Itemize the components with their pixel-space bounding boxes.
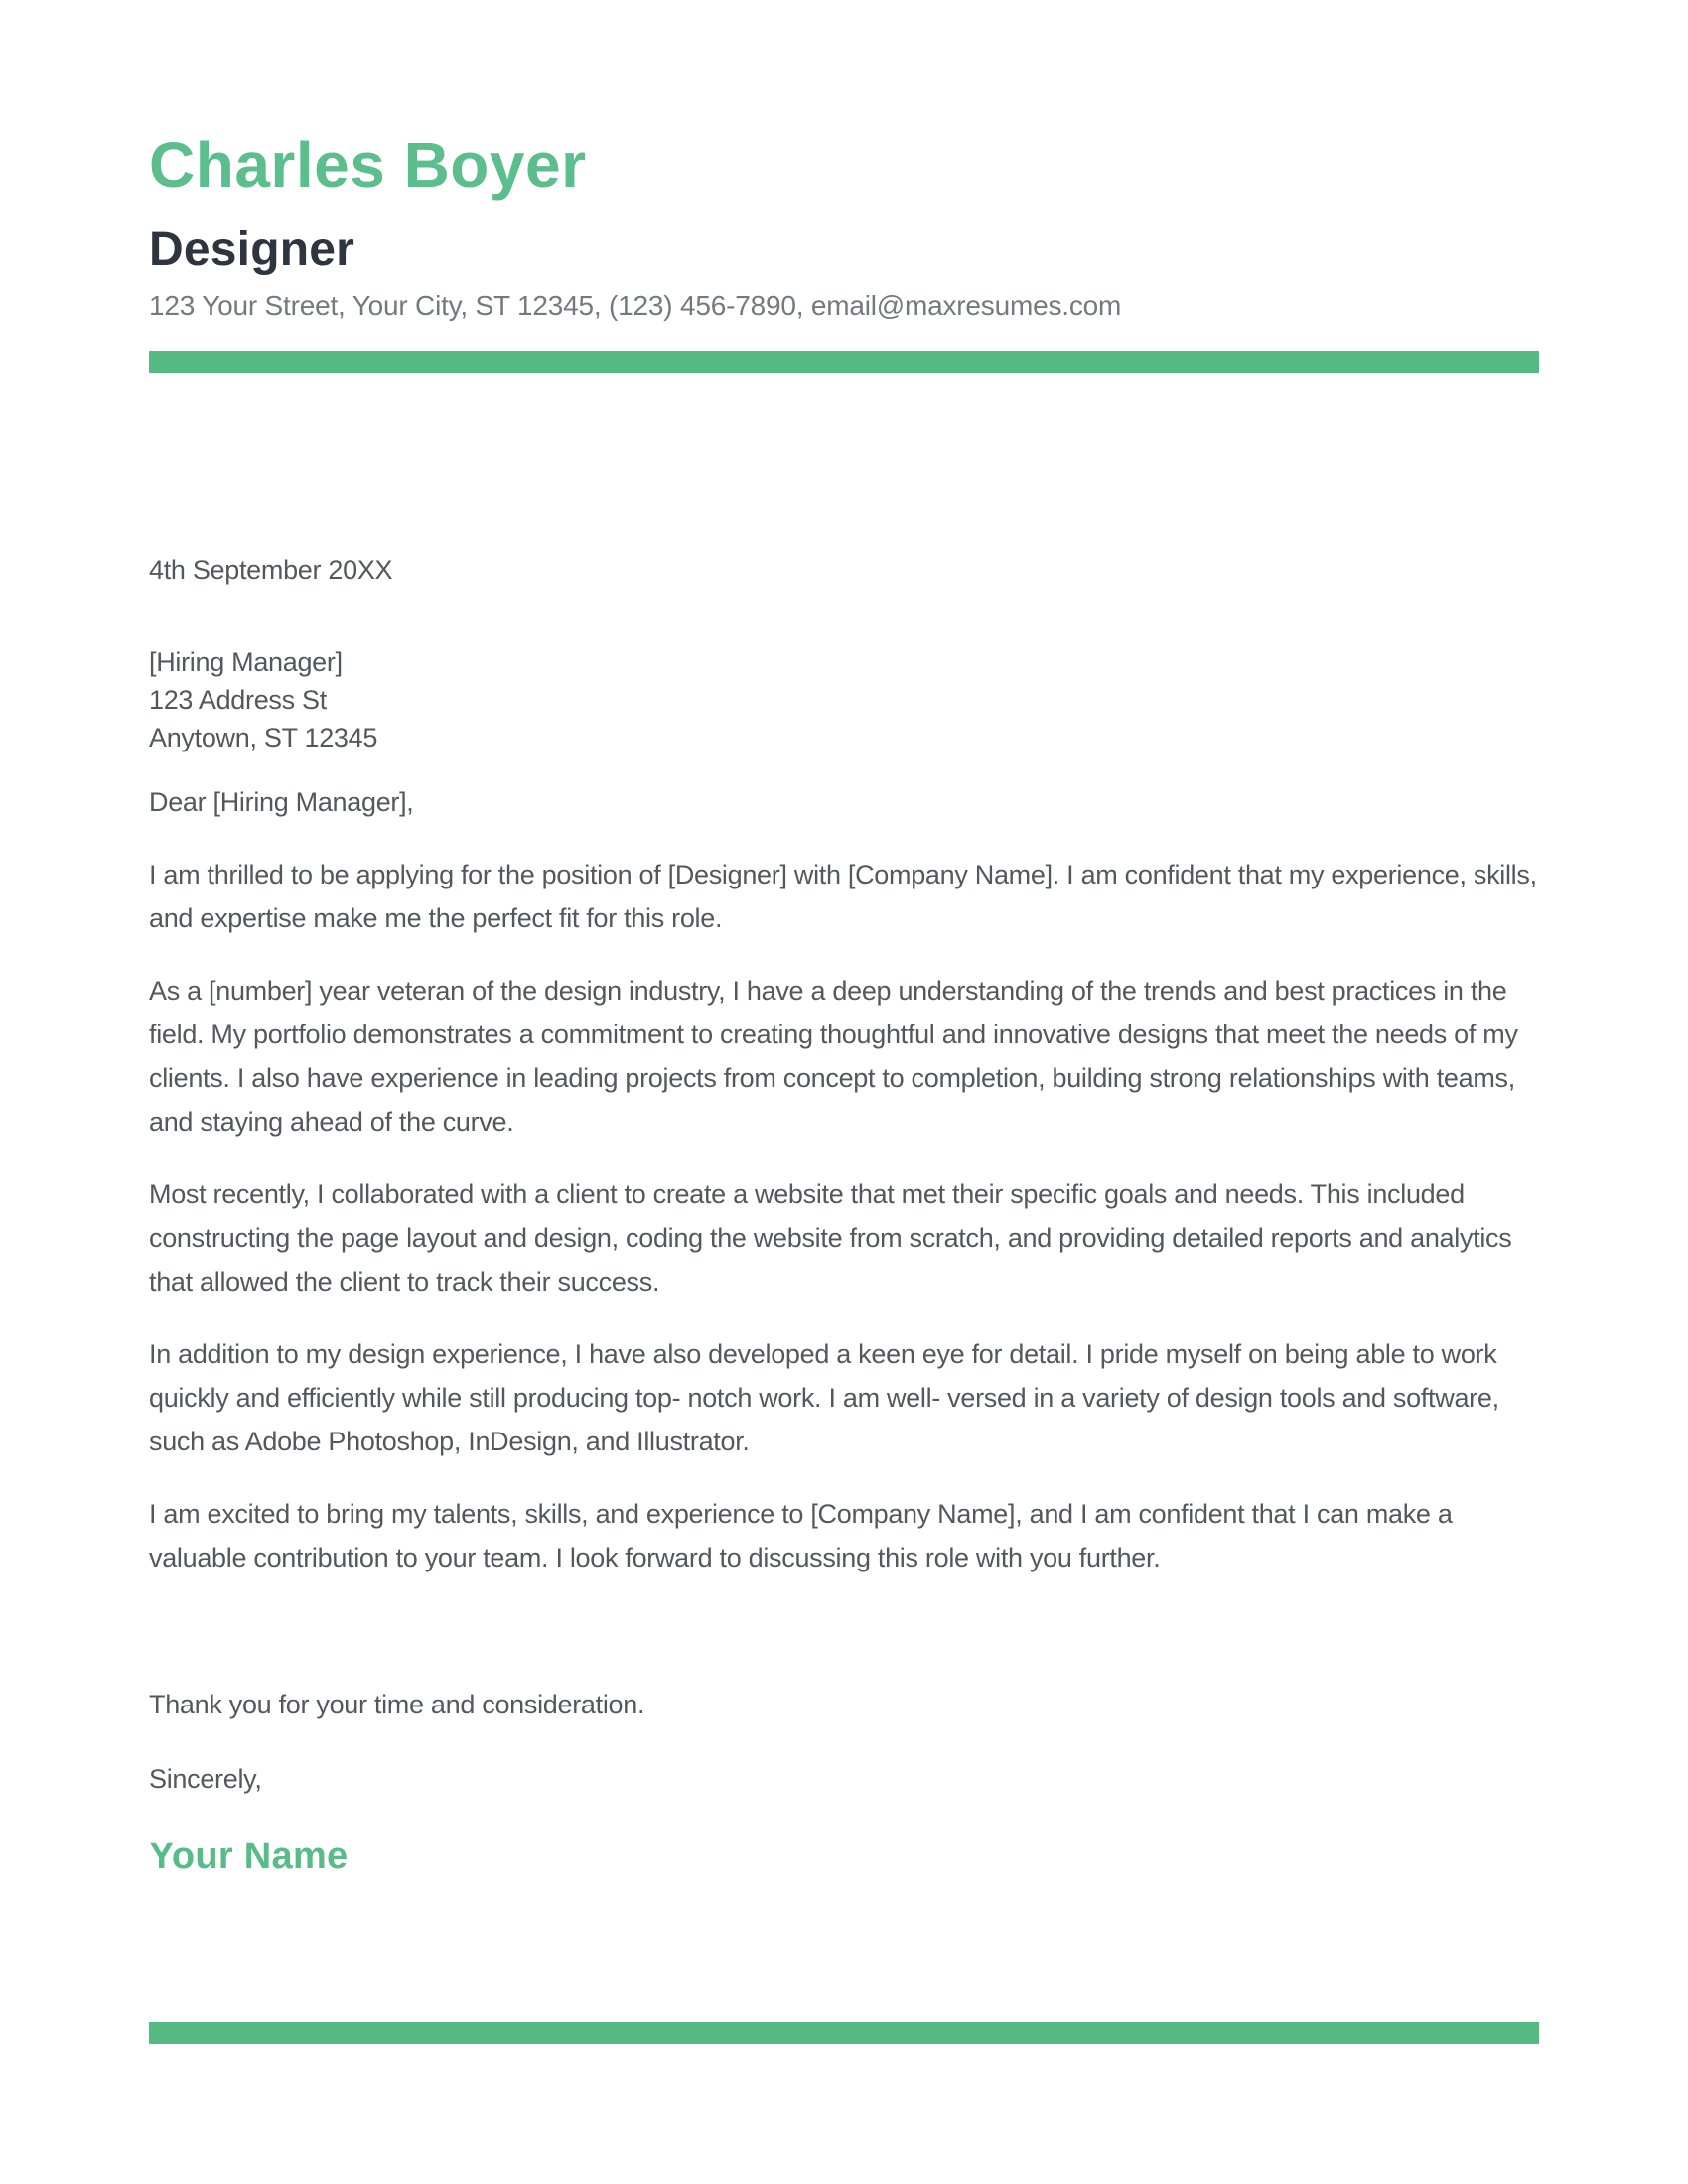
letter-paragraph: As a [number] year veteran of the design industry, I have a deep understanding of the trends and best practices in the field. My portfolio demonstrates a commitment to creating thoughtful and innovative designs that meet the needs of my clients. I also have experience in leading projects from concept to completion, building strong relationships with teams, and staying ahead of the curve. [149,976,1518,1137]
letter-body [149,548,1539,1878]
letter-paragraph: I am excited to bring my talents, skills, and experience to [Company Name], and I am confident that I can make a valuable contribution to your team. I look forward to discussing this role with you further. [149,1499,1453,1572]
salutation: Dear [Hiring Manager], [149,787,414,817]
recipient-line: 123 Address St [149,685,327,715]
candidate-name: Charles Boyer [149,129,587,201]
recipient-address-block [149,643,1539,756]
letter-date: 4th September 20XX [149,555,393,585]
candidate-job-title: Designer [149,223,355,276]
signature-name: Your Name [149,1836,349,1877]
header-divider-bar [149,351,1539,373]
letter-paragraph: In addition to my design experience, I have also developed a keen eye for detail. I pride myself on being able to work quickly and efficiently while still producing top- notch work. I am well- versed in a variety of design tools and software, such as Adobe Photoshop, InDesign, and Illustrator. [149,1339,1499,1456]
closing-line: Sincerely, [149,1764,262,1794]
footer-divider-bar [149,2022,1539,2044]
letter-paragraph: Most recently, I collaborated with a client to create a website that met their specific goals and needs. This included constructing the page layout and design, coding the website from scratch, and providing detailed reports and analytics that allowed the client to track their success. [149,1179,1512,1297]
recipient-line: [Hiring Manager] [149,647,343,677]
thank-you-line: Thank you for your time and consideration. [149,1690,645,1719]
contact-info-line: 123 Your Street, Your City, ST 12345, (123) 456-7890, email@maxresumes.com [149,290,1122,321]
recipient-line: Anytown, ST 12345 [149,723,378,752]
letter-paragraph: I am thrilled to be applying for the position of [Designer] with [Company Name]. I am confident that my experience, skills, and expertise make me the perfect fit for this role. [149,860,1537,933]
